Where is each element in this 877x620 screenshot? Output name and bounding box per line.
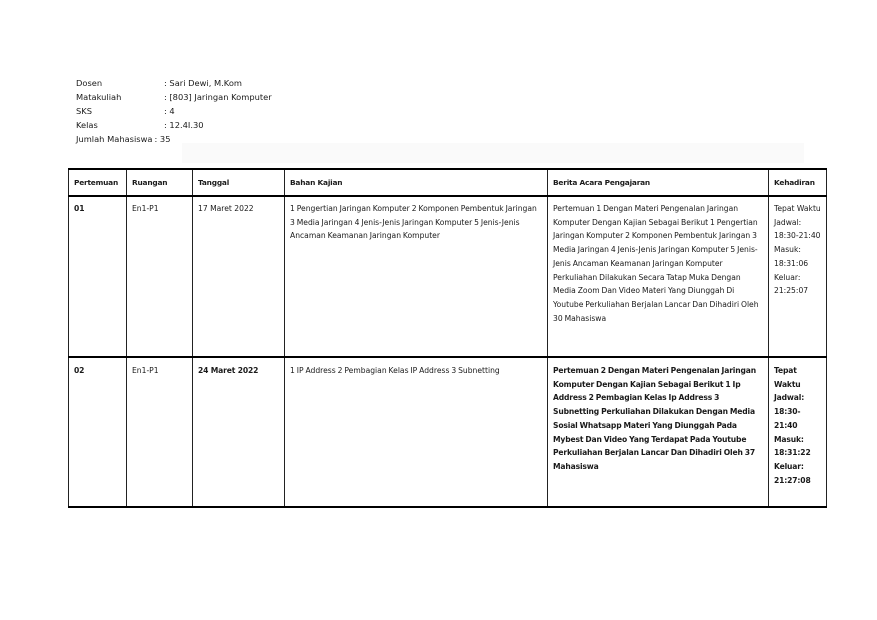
cell-tanggal: 24 Maret 2022 (193, 357, 285, 507)
table-row (69, 357, 827, 507)
info-label: Matakuliah (76, 92, 122, 102)
cell-ruangan: En1-P1 (127, 196, 193, 357)
info-label: SKS (76, 106, 92, 116)
info-label: Dosen (76, 78, 103, 88)
header-kehadiran: Kehadiran (769, 169, 827, 196)
info-row-sks (76, 104, 272, 118)
schedule-table (68, 168, 827, 508)
table-header-row (69, 169, 827, 196)
info-value: : [803] Jaringan Komputer (164, 92, 272, 102)
header-pertemuan: Pertemuan (69, 169, 127, 196)
cell-berita-acara: Pertemuan 2 Dengan Materi Pengenalan Jaringan Komputer Dengan Kajian Sebagai Berikut 1 Ip Address 2 Pembagian Kelas Ip Address 3 Subnetting Perkuliahan Dilakukan Dengan Media Sosial Whatsapp Materi Yang Diunggah Pada Mybest Dan Video Yang Terdapat Pada Youtube Perkuliahan Berjalan Lancar Dan Dihadiri Oleh 37 Mahasiswa (548, 357, 769, 507)
info-value: : Sari Dewi, M.Kom (164, 78, 242, 88)
info-label: Kelas (76, 120, 98, 130)
table-row (69, 196, 827, 357)
info-value: : 4 (164, 106, 175, 116)
cell-ruangan: En1-P1 (127, 357, 193, 507)
course-info (76, 76, 272, 146)
cell-tanggal: 17 Maret 2022 (193, 196, 285, 357)
header-bahan-kajian: Bahan Kajian (285, 169, 548, 196)
cell-berita-acara: Pertemuan 1 Dengan Materi Pengenalan Jaringan Komputer Dengan Kajian Sebagai Berikut 1 Pengertian Jaringan Komputer 2 Komponen Pembentuk Jaringan 3 Media Jaringan 4 Jenis-Jenis Jaringan Komputer 5 Jenis-Jenis Ancaman Keamanan Jaringan Komputer Perkuliahan Dilakukan Secara Tatap Muka Dengan Media Zoom Dan Video Materi Yang Diunggah Di Youtube Perkuliahan Berjalan Lancar Dan Dihadiri Oleh 30 Mahasiswa (548, 196, 769, 357)
info-row-dosen (76, 76, 272, 90)
cell-pertemuan: 01 (69, 196, 127, 357)
cell-bahan-kajian: 1 IP Address 2 Pembagian Kelas IP Address 3 Subnetting (285, 357, 548, 507)
info-label: Jumlah Mahasiswa (76, 134, 153, 144)
header-ruangan: Ruangan (127, 169, 193, 196)
cell-pertemuan: 02 (69, 357, 127, 507)
cell-kehadiran: Tepat Waktu Jadwal: 18:30-21:40 Masuk: 18:31:06 Keluar: 21:25:07 (769, 196, 827, 357)
info-value: : 35 (154, 134, 171, 144)
header-berita-acara: Berita Acara Pengajaran (548, 169, 769, 196)
info-row-kelas (76, 118, 272, 132)
info-row-matakuliah (76, 90, 272, 104)
info-value: : 12.4I.30 (164, 120, 204, 130)
header-tanggal: Tanggal (193, 169, 285, 196)
header-shade (182, 143, 804, 163)
cell-bahan-kajian: 1 Pengertian Jaringan Komputer 2 Komponen Pembentuk Jaringan 3 Media Jaringan 4 Jenis-Jenis Jaringan Komputer 5 Jenis-Jenis Ancaman Keamanan Jaringan Komputer (285, 196, 548, 357)
cell-kehadiran: Tepat Waktu Jadwal: 18:30-21:40 Masuk: 18:31:22 Keluar: 21:27:08 (769, 357, 827, 507)
